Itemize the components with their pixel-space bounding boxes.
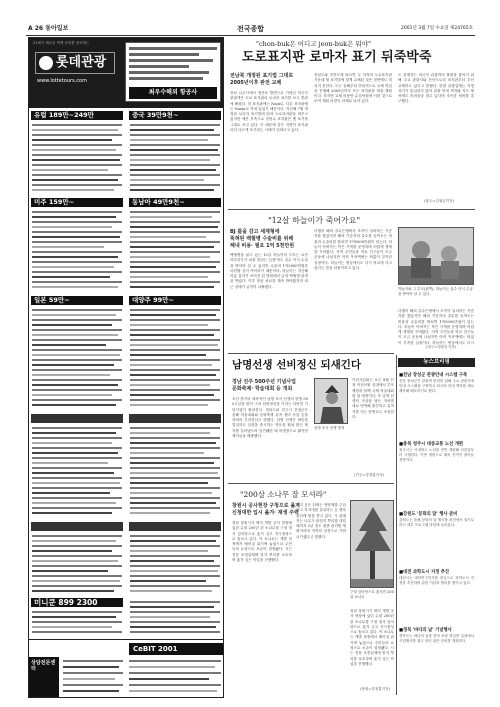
- page-number: A 26 동아일보: [28, 25, 69, 32]
- article2-byline: (대구=정용균기자): [426, 345, 457, 349]
- brief-headline: ■경북 '바다의 날' 기념행사: [399, 628, 452, 633]
- article3-subhead: 경남 진주 500주년 기념사업 문화축제· 학술대회 등 개최: [232, 379, 296, 392]
- article-divider: [228, 483, 394, 484]
- brief-body: 전남 장성군은 관광객 편의를 위해 주요 관광지에 안내 시스템을 구축하고 외국어 안내 책자를 새로 제작해 배포하기로 했다.: [399, 379, 474, 393]
- pine-tree-icon: [351, 501, 394, 588]
- tour-bar: 유럽 189만~249만: [31, 111, 123, 120]
- brief-headline: ■대전 과학도시 지정 추진: [399, 570, 450, 575]
- tour-bar-plain: [129, 414, 221, 423]
- tour-bar-plain: [129, 522, 221, 531]
- brief-headline: ■전남 장성군 관광안내 시스템 구축: [399, 373, 468, 378]
- tour-bar-mini: 미니쿤 899 2300: [31, 598, 123, 607]
- brief-body: 청주시는 시내버스 노선을 전면 개편해 다음달부터 시행한다. 이번 개편으로 배차 간격이 줄어들 전망이다.: [399, 448, 474, 462]
- article4-body-col2: 옮겨 심은 뒤에는 영양제를 주입하고 지지대를 설치하는 등 생육 관리에 힘을 쏟고 있다. 시 관계자는 나무가 완전히 뿌리를 내릴 때까지 2년 정도 집중 관리할 계획이라며 지역의 상징으로 가꿔 나가겠다고 말했다.: [296, 503, 346, 539]
- article1-body-col1: 전남 나주시에서 영산포 방면으로 가려던 미국인 관광객은 도로 표지판의 로마자 표기를 보고 혼란에 빠졌다. 한 표지판에는 Naju로, 다른 표지판에는 Naeju로 적혀 있었기 때문이다. 지난해 7월 개정된 로마자 표기법에 따라 도로표지판을 바꾸고 있지만 예산 부족으로 상당수 표지판은 옛 표기를 그대로 쓰고 있다. 이 때문에 같은 지명이 표지판마다 다르게 표기되는 사례가 잇따르고 있다.: [230, 91, 308, 133]
- article-column: [228, 37, 475, 698]
- article-divider: [228, 209, 475, 210]
- article2-body-col2: 다행히 해외 골수은행에서 조직이 일치하는 기증자를 찾았지만 해외 기증자의 골수를 들여오는 비용과 수술비를 합치면 1억5000만원이 넘는다. 하늘이 아버지는 작은 가게를 운영하며 어렵게 생계를 꾸려왔다. 지역 주민들과 학교 친구들이 모금 운동에 나섰지만 아직 목표액에는 턱없이 부족한 실정이다. 하늘이는 병상에서도 다시 학교에 가고 싶다는 말을 되풀이하고 있다.: [314, 229, 392, 271]
- tour-bar: 미주 159만~: [31, 198, 123, 207]
- consult-center-title: 상담전문센터: [31, 660, 56, 672]
- brand-logo: [35, 52, 115, 74]
- header-rule: [26, 35, 475, 36]
- article1-body-col3: 도 관계자는 외국인 관광객의 불편을 줄이기 위해 주요 관광지와 간선도로의 표지판부터 우선 교체하고 있다고 밝혔다. 한편 관광업계는 지명 표기가 통일되지 않아 관광 안내 책자와 지도 제작에도 어려움을 겪고 있다며 조속한 정비를 촉구했다.: [398, 73, 474, 104]
- child-photo-icon: [399, 228, 474, 285]
- travel-advertisement: [28, 37, 224, 698]
- article4-byline: (창원=강정훈기자): [360, 687, 391, 691]
- tour-bar-plain: [31, 414, 123, 423]
- column-divider: [396, 355, 397, 695]
- article3-byline: (진주=강정훈기자): [354, 473, 385, 477]
- article2-body-col3: 다행히 해외 골수은행에서 조직이 일치하는 기증자를 찾았지만 해외 기증자의 골수를 들여오는 비용과 수술비를 합치면 1억5000만원이 넘는다. 하늘이 아버지는 작은 가게를 운영하며 어렵게 생계를 꾸려왔다. 지역 주민들과 학교 친구들이 모금 운동에 나섰지만 아직 목표액에는 턱없이 부족한 실정이다. 하늘이는 병상에서도 다시: [398, 309, 474, 345]
- article4-photo: [350, 500, 394, 588]
- brief-headline: ■충북 청주시 대중교통 노선 개편: [399, 442, 464, 447]
- article1-kicker: "chon-buk은 어디고 jeon-buk은 뭐야": [256, 40, 371, 48]
- article4-caption: 구청 앞마당으로 옮겨진 200살 소나무: [350, 590, 394, 599]
- portrait-icon: [315, 379, 348, 424]
- tour-bar: 대양주 99만~: [129, 296, 221, 305]
- article2-caption: 하늘이와 그 부모(왼쪽). 하늘이는 골수 이식 수술을 받아야 살 수 있다.: [398, 287, 473, 296]
- tour-bar-plain: [31, 522, 123, 531]
- ad-header: [29, 38, 224, 108]
- ad-tagline: 21세기 새로운 여행 문화를 창조하는: [33, 41, 90, 45]
- brief-body: 대전시는 대덕연구단지를 중심으로 과학도시 지정을 추진하며 관련 기관과 협의를 벌이고 있다.: [399, 576, 474, 585]
- article4-kicker: "200살 소나무 잘 모셔라": [240, 490, 327, 499]
- consult-center: [29, 657, 59, 698]
- brief-headline: ■강원도 '문화의 달' 행사 준비: [399, 512, 458, 517]
- tour-bar: 중국 39만9천~: [129, 111, 221, 120]
- brand-url: www.lottetours.com: [37, 78, 87, 84]
- article-divider: [228, 353, 394, 354]
- article3-body-col1: 조선 중기의 대학자인 남명 조식 선생의 탄생 500주년을 맞아 그의 선비정신을 기리는 다양한 기념사업이 펼쳐진다. 경남도와 진주시 산청군은 올해 학술대회와 문화축제 유적 정비 사업 등을 잇따라 추진한다고 밝혔다. 남명 선생은 벼슬을 멀리하고 실천을 중시하는 학문을 펼쳐 많은 제자를 길러냈으며 임진왜란 때 의병장으로 활약한 제자들을 배출했다.: [232, 397, 308, 439]
- brief-body: 경북도는 바다의 날을 맞아 포항 영일만 일대에서 기념행사를 열고 어민 위안 잔치를 개최한다.: [399, 634, 474, 643]
- article1-body-col2: 전남도와 전북도에 따르면 두 지역의 도로표지판 가운데 새 표기법에 맞게 교체된 것은 절반에도 미치지 못한다. 도는 올해부터 연차적으로 교체 작업을 진행해 2005년까지 모든 표지판을 바꿀 계획이다. 하지만 교체 비용만 수십억원에 이를 것으로 보여 재원 마련이 과제로 남아 있다.: [314, 73, 392, 104]
- article3-headline: 남명선생 선비정신 되새긴다: [232, 359, 362, 371]
- article3-portrait: [314, 378, 348, 424]
- article4-subhead: 창원시 공사현장 구청으로 옮겨 신청대한 입시 옮겨· 재생 주력: [232, 503, 301, 516]
- article2-kicker: "12살 하늘이가 죽어가요": [268, 216, 361, 225]
- tour-bar: 일본 59만~: [31, 296, 123, 305]
- ad-footer: [29, 639, 224, 698]
- brand-name: 롯데관광: [56, 55, 107, 70]
- logo-icon: [39, 56, 53, 70]
- issue-date: 2001년 3월 7일 수요일 제24765호: [401, 26, 473, 31]
- hq-info-box: [125, 42, 221, 102]
- newspaper-page: [26, 24, 475, 700]
- article3-caption: 남명 조식 선생 영정: [314, 426, 345, 430]
- article2-subhead: BJ 틀을 감고 세계형에 뚝혀된 백혈병 수술비를 위해 해내 비용· 필요 1억 5천만원: [230, 229, 295, 249]
- brief-body: 강원도는 올해 문화의 달 행사를 춘천에서 열기로 하고 세부 프로그램 마련에 들어갔다.: [399, 518, 474, 527]
- tour-bar: 동남아 49만9천~: [129, 198, 221, 207]
- article1-byline: (광주=김권일기자): [424, 199, 455, 203]
- article3-body-col2: 기념사업회는 오는 8월 산청 덕천서원 일대에서 추모 제향과 함께 국제 학술대회를 열 예정이다. 또 남명 선생의 사상을 담은 저서를 새로 번역해 출간하고 유적지를 잇는 탐방로도 조성한다.: [352, 378, 394, 420]
- article1-subhead: 전남북 개정된 표기법 그대로 2005년이후 완전 교체: [230, 73, 294, 86]
- article4-body-col3: 경남 창원시가 택지 개발 공사 현장에 있던 수령 200년 된 소나무를 구청 청사 앞마당으로 옮겨 심고 지극정성으로 돌보고 있다. 이 소나무는 개발 과정에서 베어질 위기에 놓였으나 주민들의 요청으로 보존이 결정됐다. 시는 전문 조경업체에 맡겨 뿌리를 보호하며 옮겨 심는 작업을 진행했다.: [350, 609, 394, 666]
- page-header: [26, 24, 475, 34]
- hq-banner: 최우수해외 항공사: [129, 87, 217, 99]
- article4-body-col1: 경남 창원시가 택지 개발 공사 현장에 있던 수령 200년 된 소나무를 구청 청사 앞마당으로 옮겨 심고 지극정성으로 돌보고 있다. 이 소나무는 개발 과정에서 베어질 위기에 놓였으나 주민들의 요청으로 보존이 결정됐다. 시는 전문 조경업체에 맡겨 뿌리를 보호하며 옮겨 심는 작업을 진행했다.: [232, 521, 292, 563]
- cebit-banner: CeBIT 2001: [129, 643, 223, 655]
- article2-body-col1: 백혈병을 앓고 있는 12살 하늘이의 부모는 요즘 하루하루가 피를 말리는 심정이다. 골수 이식 수술을 받아야 살 수 있지만 수술비 1억5000만원을 마련할 길이 막막하기 때문이다. 하늘이는 지난해 여름 갑자기 쓰러진 뒤 병원에서 급성 백혈병 판정을 받았다. 이후 항암 치료를 계속 받아왔지만 최근 상태가 급격히 나빠졌다.: [230, 253, 308, 289]
- article2-photo: [398, 227, 474, 285]
- section-title: 전국종합: [236, 25, 265, 33]
- article1-headline: 도로표지판 로마자 표기 뒤죽박죽: [242, 50, 432, 65]
- news-briefing-title: 뉴스브리핑: [398, 358, 475, 367]
